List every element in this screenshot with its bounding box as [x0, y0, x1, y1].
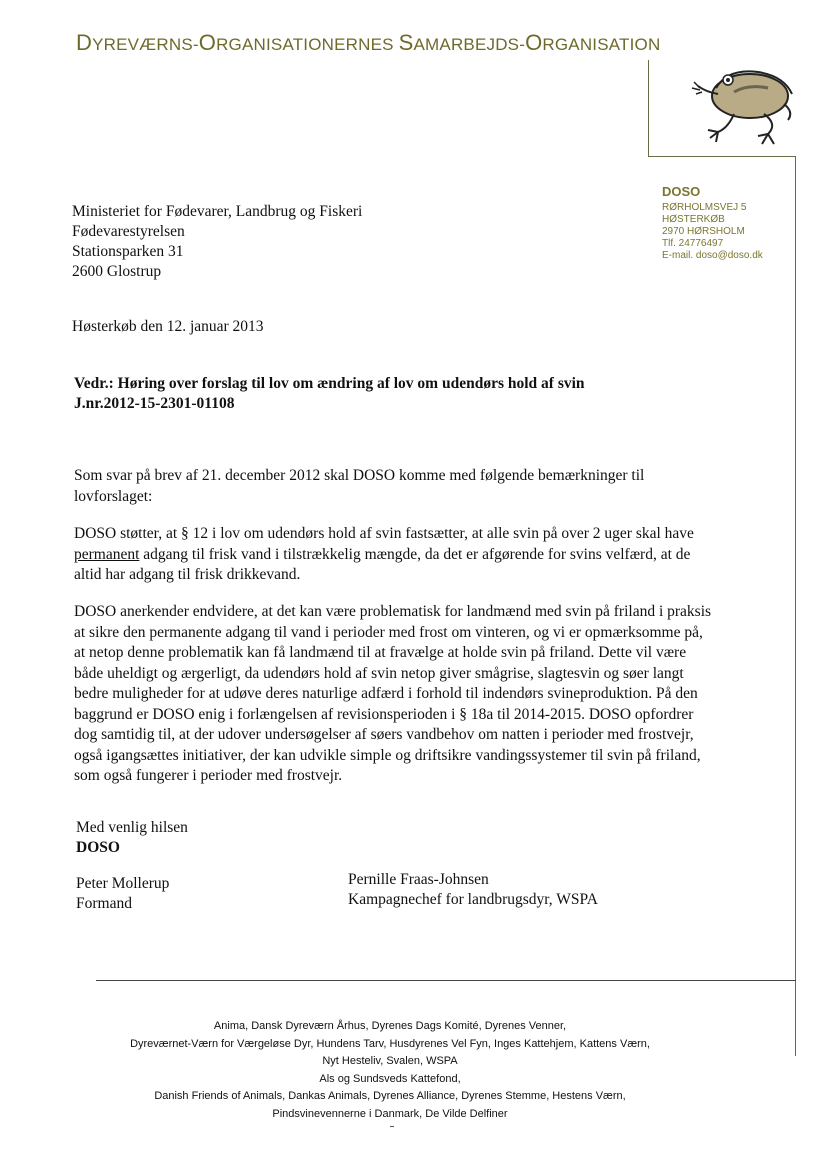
footer-line-4: Als og Sundsveds Kattefond, — [319, 1072, 461, 1085]
sender-email: E-mail. doso@doso.dk — [662, 250, 763, 261]
signature-1 — [76, 874, 169, 914]
recipient-address-block — [72, 202, 362, 282]
recipient-line-1: Ministeriet for Fødevarer, Landbrug og Fiskeri — [72, 203, 363, 220]
recipient-line-4: 2600 Glostrup — [72, 263, 162, 280]
header-horizontal-rule — [648, 156, 796, 157]
recipient-line-2: Fødevarestyrelsen — [72, 223, 185, 240]
p2-underlined-word: permanent — [74, 545, 140, 563]
header-cap-2: O — [198, 30, 217, 55]
recipient-line-3: Stationsparken 31 — [72, 243, 184, 260]
letter-subject — [74, 374, 585, 414]
closing-greeting: Med venlig hilsen — [76, 819, 188, 836]
footer-line-5: Danish Friends of Animals, Dankas Animals, Dyrenes Alliance, Dyrenes Stemme, Hestens Værn, — [154, 1090, 626, 1102]
signature-2-name: Pernille Fraas-Johnsen — [348, 871, 489, 888]
signature-2 — [348, 870, 598, 910]
footer-line-3: Nyt Hesteliv, Svalen, WSPA — [322, 1055, 458, 1067]
subject-line: Vedr.: Høring over forslag til lov om ændring af lov om udendørs hold af svin — [74, 375, 585, 392]
footer-dash — [390, 1126, 394, 1127]
header-rest-1: YREVÆRNS- — [92, 35, 199, 54]
signature-1-name: Peter Mollerup — [76, 875, 170, 892]
sender-area: HØSTERKØB — [662, 214, 725, 225]
member-organizations-footer — [60, 1018, 720, 1123]
body-paragraph-1: Som svar på brev af 21. december 2012 skal DOSO komme med følgende bemærkninger til lovforslaget: — [74, 467, 645, 505]
footer-line-2: Dyreværnet-Værn for Værgeløse Dyr, Hundens Tarv, Husdyrenes Vel Fyn, Inges Kattehjem, Kattens Værn, — [130, 1037, 650, 1050]
body-paragraph-2 — [74, 524, 714, 586]
header-cap-4: O — [525, 30, 543, 55]
sender-address-block — [662, 186, 763, 262]
signature-1-title: Formand — [76, 895, 132, 912]
closing-block — [76, 818, 188, 858]
frog-logo-icon — [688, 58, 798, 146]
p2-text-before: DOSO støtter, at § 12 i lov om udendørs hold af svin fastsætter, at alle svin på over 2 uger skal have — [74, 525, 694, 542]
p2-text-after: adgang til frisk vand i tilstrækkelig mængde, da det er afgørende for svins velfærd, at de altid har adgang til frisk drikkevand. — [74, 545, 691, 583]
closing-org: DOSO — [76, 839, 120, 856]
sender-name: DOSO — [662, 184, 701, 199]
header-cap-3: S — [398, 30, 414, 55]
sender-postal: 2970 HØRSHOLM — [662, 226, 745, 237]
body-paragraph-3: DOSO anerkender endvidere, at det kan være problematisk for landmænd med svin på friland i praksis at sikre den permanente adgang til vand i perioder med frost om vinteren, og vi er opmærksomme på, at netop denne problematik kan få landmænd til at fravælge at holde svin på friland. Dette vil være både uheldigt og ærgerligt, da udendørs hold af svin netop giver smågrise, slagtesvin og søer langt bedre muligheder for at udøve deres naturlige adfærd i forhold til indendørs svineproduktion. På den baggrund er DOSO enig i forlængelsen af revisionsperioden i § 18a til 2014-2015. DOSO opfordrer dog samtidig til, at der udover undersøgelser af søers vandbehov om natten i perioder med frostvejr, også igangsættes initiativer, der kan udvikle simple og driftsikre vandingssystemer til svin på friland, som også fungerer i perioder med frostvejr. — [74, 603, 712, 784]
margin-vertical-rule — [795, 156, 796, 1056]
footer-divider — [96, 980, 796, 981]
footer-line-6: Pindsvinevennerne i Danmark, De Vilde Delfiner — [272, 1107, 508, 1120]
header-rest-4: RGANISATION — [542, 35, 661, 54]
footer-line-1: Anima, Dansk Dyreværn Århus, Dyrenes Dags Komité, Dyrenes Venner, — [213, 1020, 567, 1032]
sender-street: RØRHOLMSVEJ 5 — [662, 202, 747, 213]
header-rest-2: RGANISATIONERNES — [216, 35, 399, 54]
header-rest-3: AMARBEJDS- — [413, 35, 526, 54]
header-vertical-rule — [648, 60, 649, 156]
letter-date: Høsterkøb den 12. januar 2013 — [72, 318, 264, 335]
signature-2-title: Kampagnechef for landbrugsdyr, WSPA — [348, 891, 598, 908]
organization-name-header — [76, 30, 660, 56]
header-cap-1: D — [76, 30, 93, 55]
sender-phone: Tlf. 24776497 — [662, 238, 724, 249]
journal-number: J.nr.2012-15-2301-01108 — [74, 395, 235, 412]
